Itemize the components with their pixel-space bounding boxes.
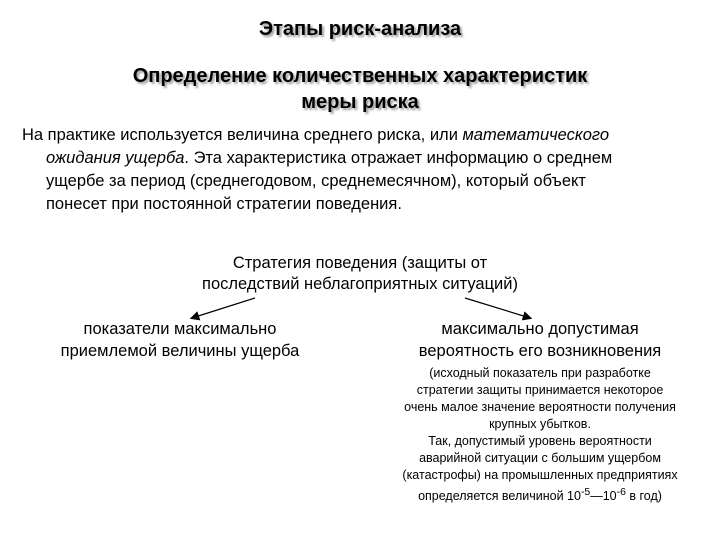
- subtitle-line-1: Определение количественных характеристик: [132, 65, 588, 87]
- para-line-2-text: . Эта характеристика отражает информацию о среднем: [184, 149, 613, 167]
- note-exponent-2: -6: [616, 487, 626, 498]
- note-line-4: крупных убытков.: [489, 417, 591, 431]
- note-line-8-c: в год): [625, 489, 662, 504]
- note-line-1: (исходный показатель при разработке: [429, 366, 651, 380]
- note-line-3: очень малое значение вероятности получения: [404, 400, 676, 414]
- note-line-2: стратегии защиты принимается некоторое: [416, 383, 664, 397]
- strategy-heading: [180, 253, 540, 295]
- left-line-2: приемлемой величины ущерба: [60, 342, 300, 360]
- strategy-line-2: последствий неблагоприятных ситуаций): [202, 275, 518, 293]
- note-line-8-a: определяется величиной 10: [418, 489, 581, 504]
- max-probability-indicator: [380, 318, 700, 362]
- para-line-1: [22, 126, 609, 144]
- para-line-3: ущербе за период (среднегодовом, среднемесячном), который объект: [46, 172, 586, 190]
- right-line-1: максимально допустимая: [441, 320, 639, 338]
- para-line-4: понесет при постоянной стратегии поведения.: [46, 195, 402, 213]
- subtitle-line-2: меры риска: [301, 91, 419, 113]
- left-line-1: показатели максимально: [83, 320, 277, 338]
- note-exponent-1: -5: [580, 487, 591, 498]
- section-subtitle: [60, 63, 660, 115]
- right-line-2: вероятность его возникновения: [418, 342, 662, 360]
- note-line-8: [370, 484, 710, 505]
- note-line-5: Так, допустимый уровень вероятности: [428, 434, 652, 448]
- para-line-2: [22, 147, 712, 170]
- note-line-7: (катастрофы) на промышленных предприятиях: [402, 468, 678, 482]
- para-term-damage: ожидания ущерба: [46, 149, 185, 167]
- note-line-8-b: —10: [590, 489, 617, 504]
- max-damage-indicator: [20, 318, 340, 362]
- note-line-6: аварийной ситуации с большим ущербом: [419, 451, 661, 465]
- para-term-math: математического: [462, 126, 610, 144]
- page-title: Этапы риск-анализа: [258, 18, 462, 40]
- intro-paragraph: [22, 124, 712, 216]
- arrow-right: [465, 298, 530, 318]
- probability-note: [370, 365, 710, 505]
- strategy-line-1: Стратегия поведения (защиты от: [232, 254, 488, 272]
- arrow-left: [192, 298, 255, 318]
- para-line-1-text: На практике используется величина среднего риска, или: [22, 126, 463, 144]
